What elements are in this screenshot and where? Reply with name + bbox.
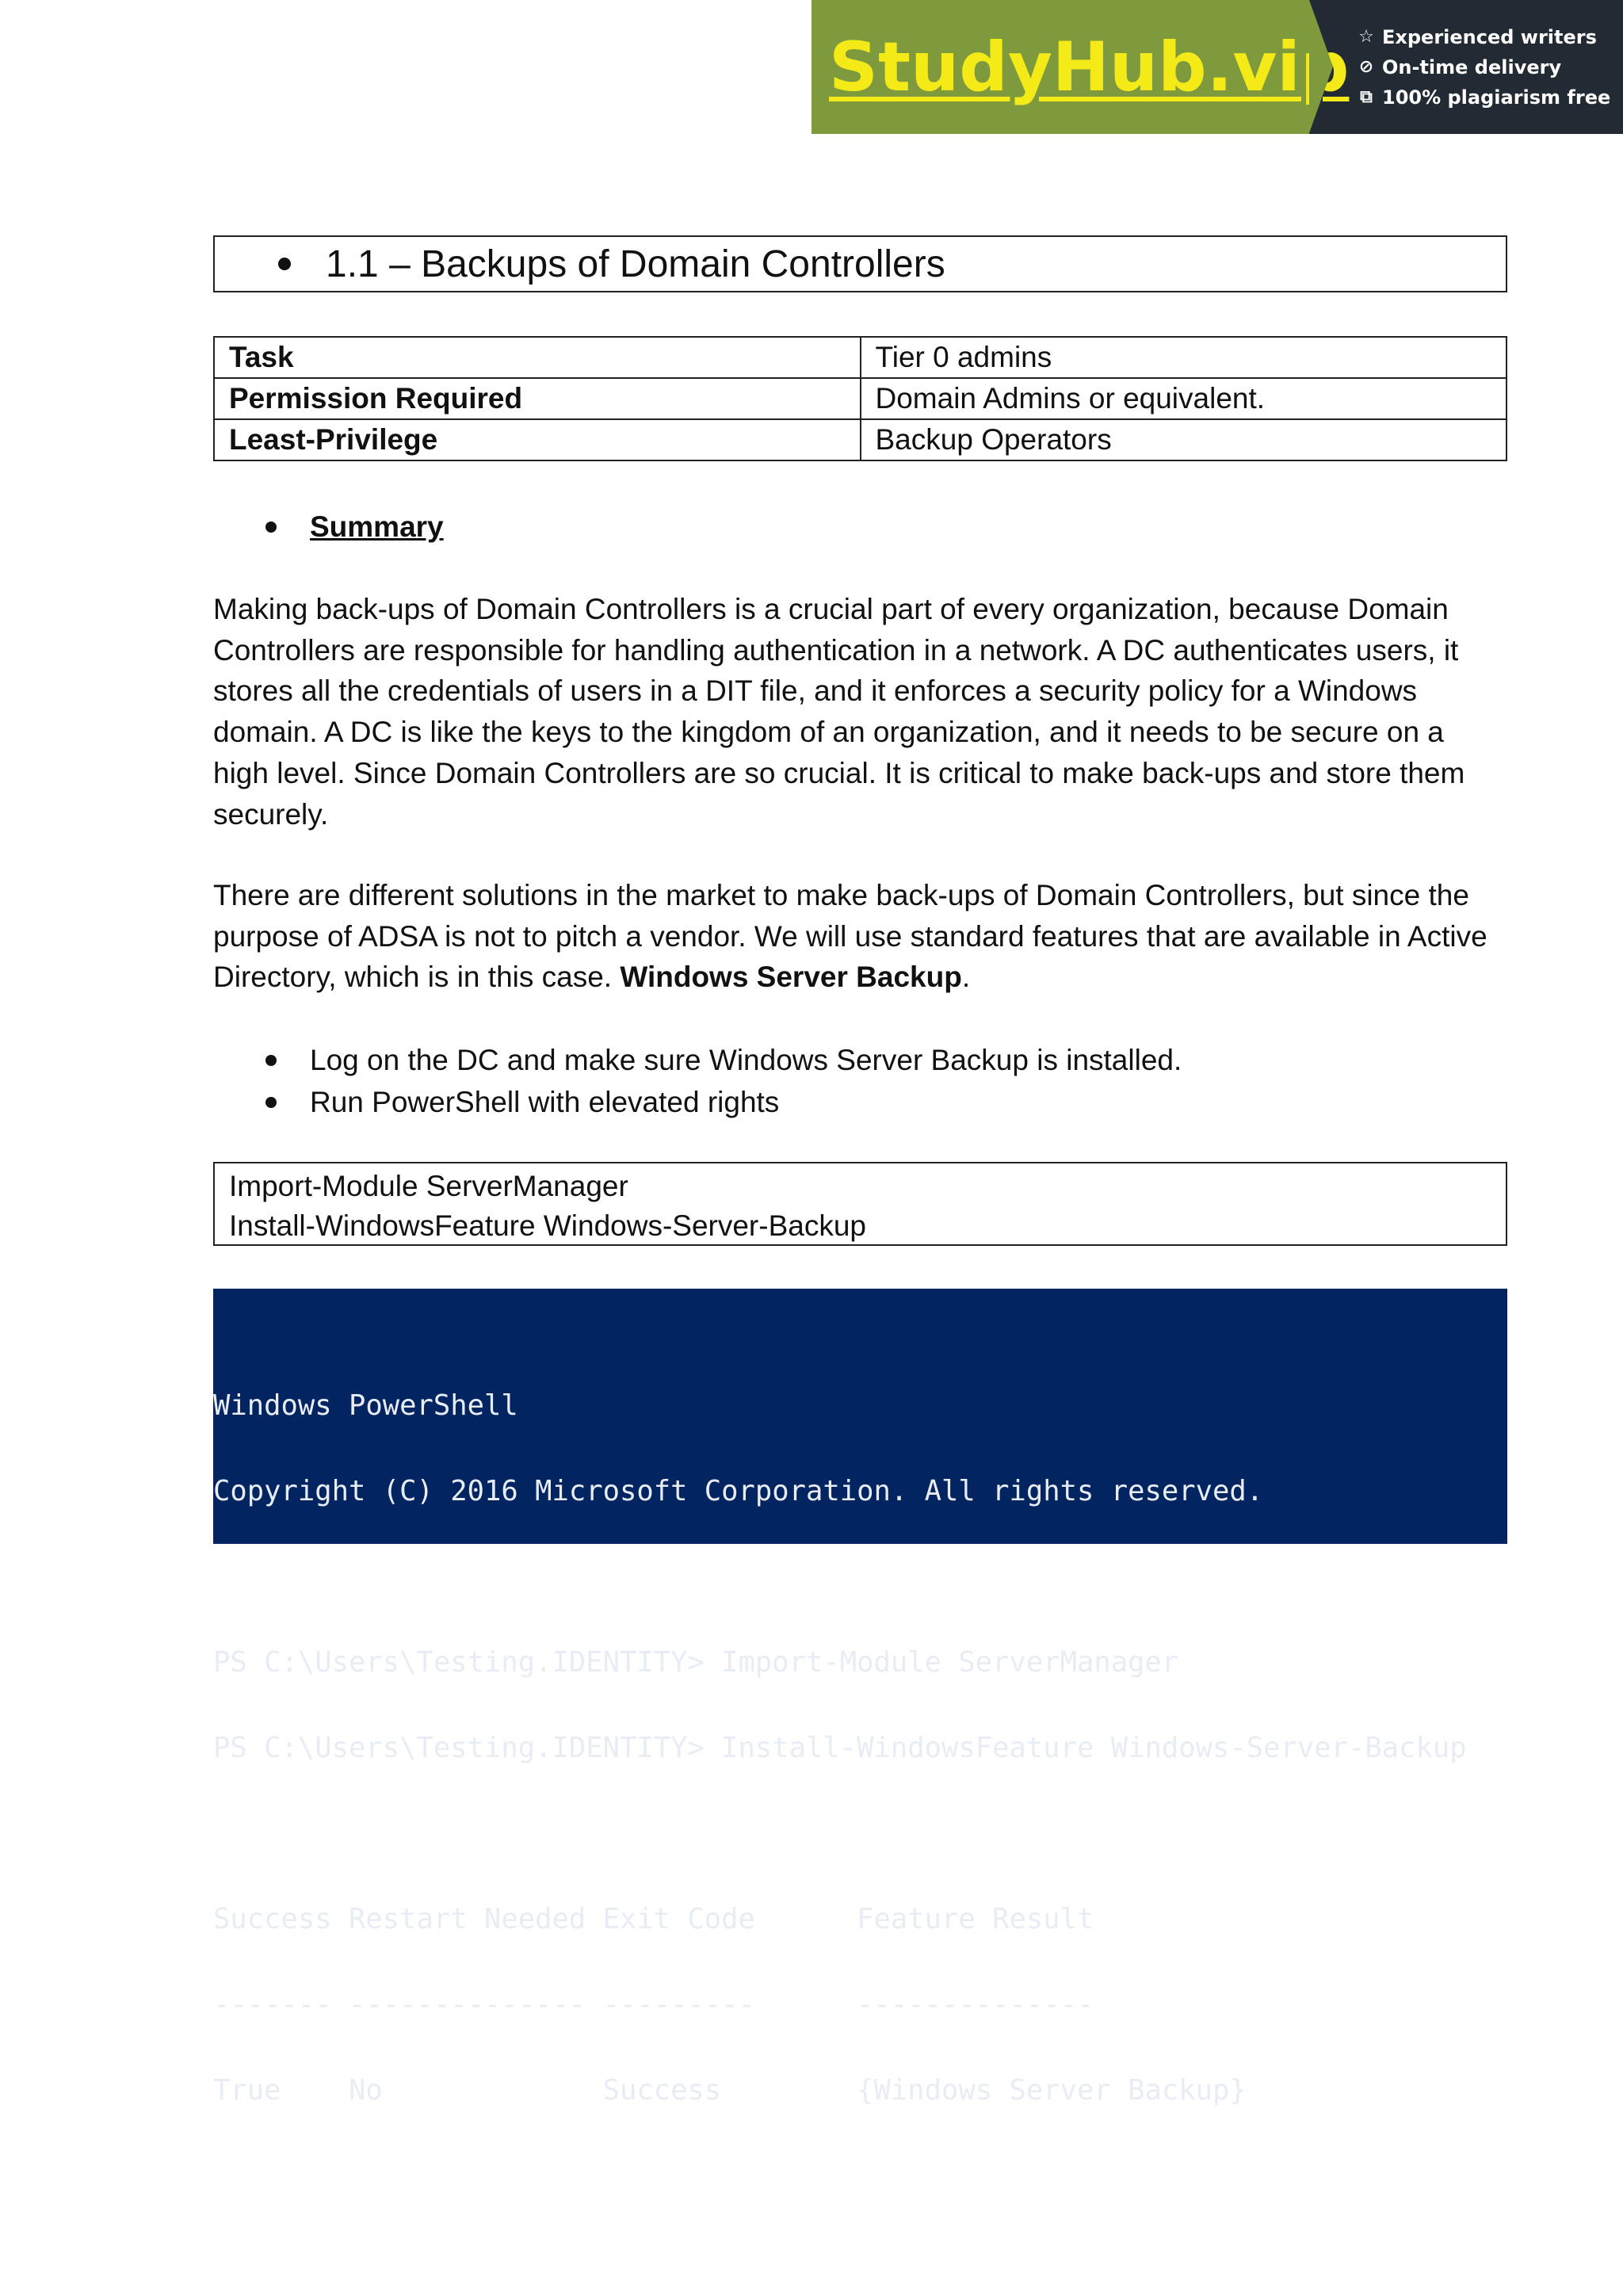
banner-feature-writers [1357, 26, 1623, 48]
banner-feature-label: 100% plagiarism free [1382, 86, 1611, 109]
terminal-line: Windows PowerShell [213, 1389, 518, 1422]
bullet-icon [265, 1097, 277, 1108]
terminal-line: PS C:\Users\Testing.IDENTITY> Install-WindowsFeature Windows-Server-Backup [213, 1732, 1467, 1764]
bullet-icon [265, 1055, 277, 1066]
section-heading [213, 235, 1507, 292]
terminal-blank-line [213, 1563, 1507, 1591]
command-box [213, 1162, 1507, 1246]
step-text: Run PowerShell with elevated rights [310, 1085, 780, 1118]
banner-features [1309, 0, 1623, 134]
table-row [214, 378, 1507, 419]
list-item [213, 1039, 1507, 1081]
task-permission-table [213, 336, 1507, 461]
star-icon: ☆ [1358, 27, 1374, 47]
table-key: Task [214, 337, 861, 378]
steps-list [213, 1039, 1507, 1123]
table-value: Domain Admins or equivalent. [861, 378, 1507, 419]
banner-feature-plagiarism [1357, 86, 1623, 109]
terminal-blank-line [213, 1820, 1507, 1848]
logo-text: StudyHub.vip [829, 27, 1350, 107]
banner-feature-label: Experienced writers [1382, 25, 1597, 48]
table-value: Backup Operators [861, 419, 1507, 460]
terminal-line: True No Success {Windows Server Backup} [213, 2074, 1247, 2107]
table-key: Permission Required [214, 378, 861, 419]
list-item [213, 1081, 1507, 1123]
studyhub-logo[interactable] [812, 0, 1350, 134]
studyhub-banner[interactable] [812, 0, 1623, 134]
copy-icon: ⧉ [1360, 87, 1373, 107]
summary-heading [213, 507, 1560, 547]
terminal-line: Copyright (C) 2016 Microsoft Corporation. All rights reserved. [213, 1475, 1264, 1507]
clock-icon: ⊘ [1358, 57, 1374, 77]
paragraph-text: There are different solutions in the market to make back-ups of Domain Controllers, but since the purpose of ADSA is not to pitch a vendor. We will use standard features that are available in Active Directory, which is in this case. [213, 879, 1487, 994]
banner-feature-delivery [1357, 56, 1623, 78]
table-value: Tier 0 admins [861, 337, 1507, 378]
table-row [214, 419, 1507, 460]
table-key: Least-Privilege [214, 419, 861, 460]
terminal-line: Success Restart Needed Exit Code Feature Result [213, 1903, 1094, 1935]
paragraph-text-end: . [961, 961, 971, 994]
bullet-icon [278, 258, 291, 270]
summary-paragraph-1: Making back-ups of Domain Controllers is a crucial part of every organization, because Domain Controllers are responsible for handling authentication in a network. A DC authenticates users, it stores all the credentials of users in a DIT file, and it enforces a security policy for a Windows domain. A DC is like the keys to the kingdom of an organization, and it needs to be secure on a high level. Since Domain Controllers are so crucial. It is critical to make back-ups and store them securely. [213, 593, 1465, 831]
section-title: 1.1 – Backups of Domain Controllers [326, 243, 945, 285]
powershell-screenshot [213, 1289, 1507, 2107]
terminal-line: PS C:\Users\Testing.IDENTITY> Import-Module ServerManager [213, 1646, 1179, 1679]
terminal-line: ------- -------------- --------- -------------- [213, 1988, 1094, 2021]
bullet-icon [265, 521, 277, 533]
code-line: Import-Module ServerManager [229, 1170, 628, 1202]
paragraph-bold-text: Windows Server Backup [620, 961, 962, 994]
code-line: Install-WindowsFeature Windows-Server-Backup [229, 1209, 866, 1242]
banner-feature-label: On-time delivery [1382, 55, 1562, 78]
summary-paragraph-2 [213, 875, 1507, 998]
step-text: Log on the DC and make sure Windows Server Backup is installed. [310, 1043, 1182, 1076]
table-row [214, 337, 1507, 378]
summary-title: Summary [310, 510, 444, 543]
